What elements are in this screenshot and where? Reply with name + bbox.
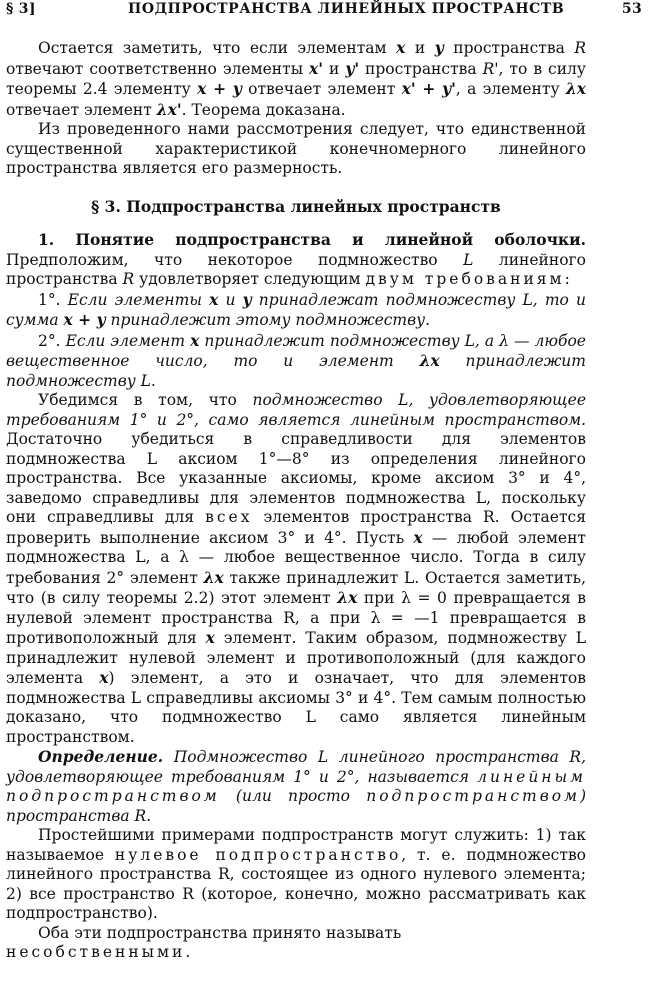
paragraph-subspace-examples: Простейшими примерами подпространств могут служить: 1) так называемое нулевое подпространство, т. е. подмножество линейного пространства R, состоящее из одного нулевого элемента; 2) все пространство R (которое, конечно, можно рассматривать как подпространство). xyxy=(6,826,586,922)
section-mark: § 3] xyxy=(6,1,36,17)
requirement-1: 1°. Если элементы x и y принадлежат подмножеству L, то и сумма x + y принадлежит этому подмножеству. xyxy=(6,289,586,329)
definition-subspace: Определение. Подмножество L линейного пространства R, удовлетворяющее требованиям 1° и 2°, называется линейным подпространством (или просто подпространством) пространства R. xyxy=(6,747,586,825)
paragraph-improper-subspaces: Оба эти подпространства принято называть несобственными. xyxy=(6,923,402,961)
paragraph-dimension-conclusion: Из проведенного нами рассмотрения следует, что единственной существенной характеристикой конечномерного линейного пространства является его размерность. xyxy=(6,120,586,177)
paragraph-subspace-proof: Убедимся в том, что подмножество L, удовлетворяющее требованиям 1° и 2°, само является линейным пространством. Достаточно убедиться в справедливости для элементов подмножества L аксиом 1°—8° из определения линейного пространства. Все указанные аксиомы, кроме аксиом 3° и 4°, заведомо справедливы для элементов подмножества L, поскольку они справедливы для всех элементов пространства R. Остается проверить выполнение аксиом 3° и 4°. Пусть x — любой элемент подмножества L, а λ — любое вещественное число. Тогда в силу требования 2° элемент λx также принадлежит L. Остается заметить, что (в силу теоремы 2.2) этот элемент λx при λ = 0 превращается в нулевой элемент пространства R, а при λ = —1 превращается в противоположный для x элемент. Таким образом, подмножеству L принадлежит нулевой элемент и противоположный (для каждого элемента x) элемент, а это и означает, что для элементов подмножества L справедливы аксиомы 3° и 4°. Тем самым полностью доказано, что подмножество L само является линейным пространством. xyxy=(6,391,587,746)
running-header xyxy=(0,0,650,24)
running-title: ПОДПРОСТРАНСТВА ЛИНЕЙНЫХ ПРОСТРАНСТВ xyxy=(128,1,565,17)
requirement-2: 2°. Если элемент x принадлежит подмножеству L, а λ — любое вещественное число, то и элемент λx принадлежит подмножеству L. xyxy=(6,330,586,390)
page-body xyxy=(6,38,586,963)
section-heading: § 3. Подпространства линейных пространств xyxy=(91,196,501,216)
page-number: 53 xyxy=(621,1,642,17)
paragraph-subspace-intro: 1. Понятие подпространства и линейной оболочки. Предположим, что некоторое подмножество L линейного пространства R удовлетворяет следующим двум требованиям: xyxy=(6,230,586,288)
paragraph-theorem-end: Остается заметить, что если элементам x и y пространства R отвечают соответственно элементы x' и y' пространства R', то в силу теоремы 2.4 элементу x + y отвечает элемент x' + y', а элементу λx отвечает элемент λx'. Теорема доказана. xyxy=(6,38,587,119)
